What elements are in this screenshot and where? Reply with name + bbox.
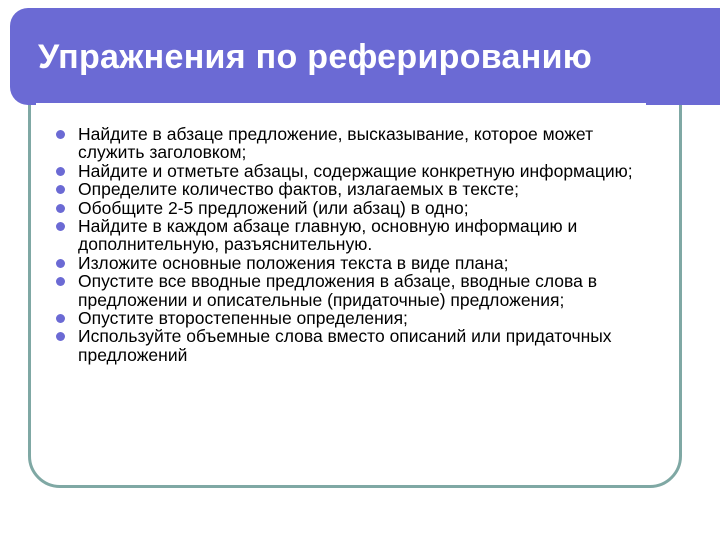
bullet-text: Изложите основные положения текста в виде плана; [78,252,509,273]
bullet-item [56,199,656,217]
bullet-text: Опустите все вводные предложения в абзаце, вводные слова в предложении и описательные (придаточные) предложения; [78,271,598,310]
bullet-text: Используйте объемные слова вместо описаний или придаточных предложений [78,326,612,365]
bullet-dot-icon [56,332,65,341]
bullet-dot-icon [56,259,65,268]
bullet-dot-icon [56,185,65,194]
bullet-dot-icon [56,167,65,176]
bullet-text: Найдите в каждом абзаце главную, основную информацию и дополнительную, разъяснительную. [78,216,578,255]
bullet-text: Обобщите 2-5 предложений (или абзац) в одно; [78,197,469,218]
bullet-item [56,180,656,198]
bullet-item [56,309,656,327]
bullet-item [56,125,656,162]
slide-title: Упражнения по реферированию [38,38,593,76]
bullet-item [56,272,656,309]
title-underline [36,103,646,106]
bullet-text: Определите количество фактов, излагаемых в тексте; [78,179,519,200]
bullet-item [56,254,656,272]
bullet-text: Найдите в абзаце предложение, высказывание, которое может служить заголовком; [78,124,594,163]
bullet-dot-icon [56,130,65,139]
bullet-item [56,217,656,254]
title-bar [10,8,720,105]
bullet-text: Опустите второстепенные определения; [78,308,408,329]
bullet-dot-icon [56,277,65,286]
bullet-dot-icon [56,222,65,231]
bullet-dot-icon [56,204,65,213]
bullet-list [56,125,656,364]
bullet-dot-icon [56,314,65,323]
bullet-text: Найдите и отметьте абзацы, содержащие конкретную информацию; [78,160,633,181]
bullet-item [56,327,656,364]
bullet-item [56,162,656,180]
